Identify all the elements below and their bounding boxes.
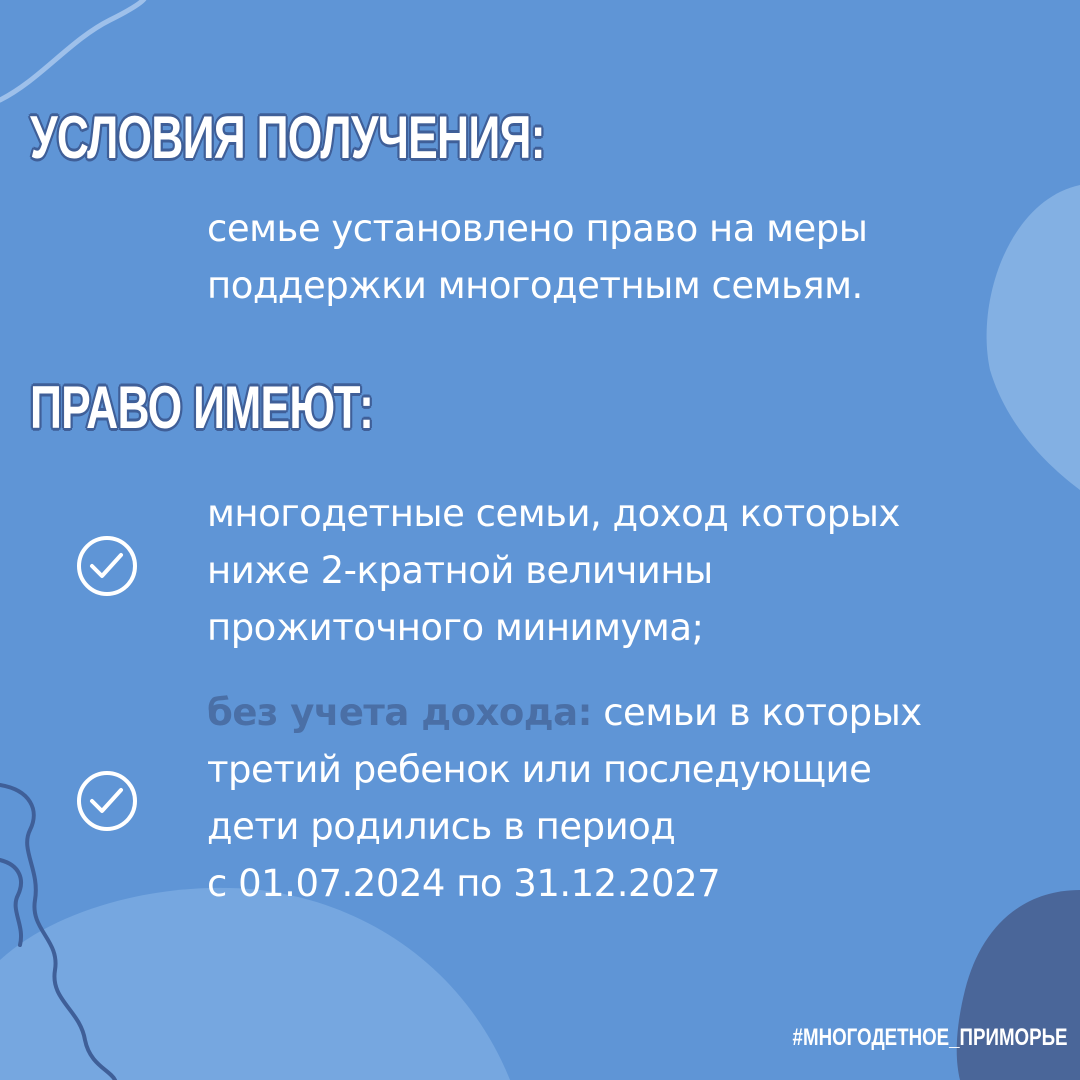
- conditions-text: [207, 200, 868, 314]
- no-income-lead: без учета дохода:: [207, 691, 592, 734]
- top-left-squiggle: [0, 0, 146, 100]
- eligibility-item-line: третий ребенок или последующие: [207, 748, 872, 791]
- check-circle-icon: [74, 768, 140, 834]
- eligibility-item-line: ниже 2-кратной величины: [207, 549, 713, 592]
- conditions-line: семье установлено право на меры: [207, 207, 868, 250]
- eligibility-item-line: прожиточного минимума;: [207, 606, 704, 649]
- bottom-left-squiggle-2: [0, 860, 21, 945]
- conditions-line: поддержки многодетным семьям.: [207, 264, 863, 307]
- right-blob-light: [987, 185, 1080, 490]
- eligibility-item-line: многодетные семьи, доход которых: [207, 492, 900, 535]
- bottom-left-blob-light: [0, 888, 510, 1080]
- eligibility-item-2: [207, 684, 922, 912]
- eligibility-heading: ПРАВО ИМЕЮТ:: [30, 374, 374, 441]
- hashtag: #МНОГОДЕТНОЕ_ПРИМОРЬЕ: [793, 1024, 1068, 1051]
- eligibility-item-1: [207, 485, 900, 656]
- eligibility-item-line: дети родились в период: [207, 805, 676, 848]
- eligibility-item-line: [207, 684, 922, 741]
- eligibility-item-line: с 01.07.2024 по 31.12.2027: [207, 862, 721, 905]
- eligibility-item-line-rest: семьи в которых: [591, 691, 922, 734]
- conditions-heading: УСЛОВИЯ ПОЛУЧЕНИЯ:: [30, 104, 545, 171]
- check-circle-icon: [74, 533, 140, 599]
